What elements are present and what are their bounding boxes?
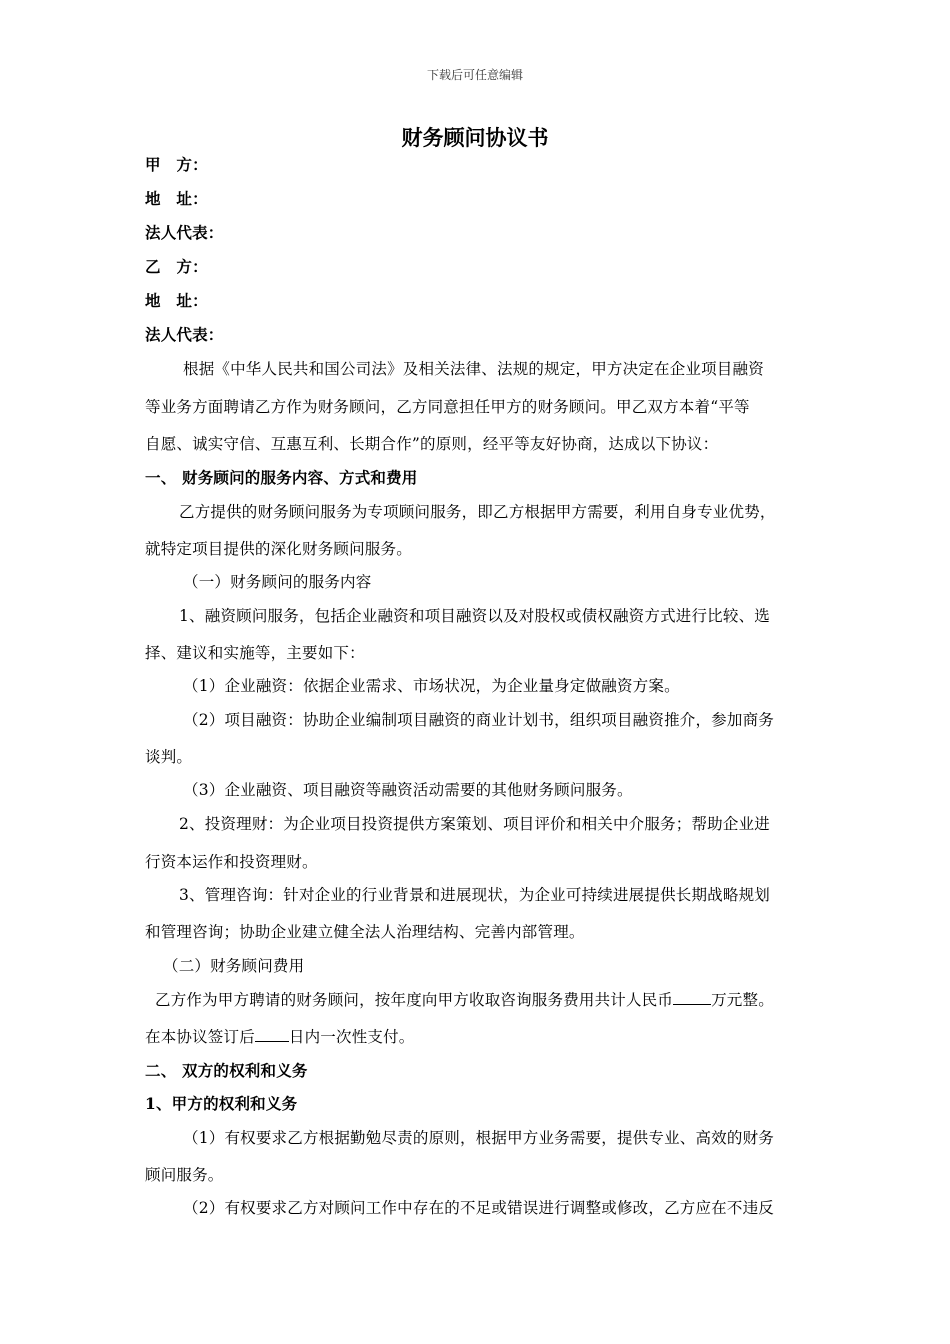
- item3-line: 和管理咨询；协助企业建立健全法人治理结构、完善内部管理。: [145, 923, 585, 941]
- services-subheading: （一）财务顾问的服务内容: [183, 573, 372, 591]
- section1-para-line: 就特定项目提供的深化财务顾问服务。: [145, 540, 412, 558]
- page-header: 下载后可任意编辑: [426, 68, 523, 82]
- intro-line: 等业务方面聘请乙方作为财务顾问，乙方同意担任甲方的财务顾问。甲乙双方本着“平等: [145, 398, 750, 416]
- item1-1-line: （1）企业融资：依据企业需求、市场状况，为企业量身定做融资方案。: [183, 677, 680, 695]
- item3-line: 3、管理咨询：针对企业的行业背景和进展现状，为企业可持续进展提供长期战略规划: [179, 886, 770, 904]
- fee-text: 乙方作为甲方聘请的财务顾问，按年度向甲方收取咨询服务费用共计人民币: [155, 991, 674, 1009]
- intro-line: 根据《中华人民共和国公司法》及相关法律、法规的规定，甲方决定在企业项目融资: [183, 360, 764, 378]
- rep-a-label: 法人代表：: [145, 223, 224, 242]
- item1-2-line: 谈判。: [145, 748, 193, 766]
- item1-line: 择、建议和实施等，主要如下：: [145, 644, 365, 662]
- fee-line: [155, 988, 823, 1010]
- item1-2-line: （2）项目融资：协助企业编制项目融资的商业计划书，组织项目融资推介，参加商务: [183, 711, 774, 729]
- section1-heading: 一、 财务顾问的服务内容、方式和费用: [145, 468, 418, 487]
- party-a-rights-heading: 1、甲方的权利和义务: [145, 1094, 298, 1113]
- fee-amount-blank: [673, 990, 711, 1005]
- payment-days-blank: [255, 1027, 289, 1042]
- rights-item2-line: （2）有权要求乙方对顾问工作中存在的不足或错误进行调整或修改，乙方应在不违反: [183, 1199, 774, 1217]
- document-title: 财务顾问协议书: [401, 125, 549, 150]
- rights-item1-line: （1）有权要求乙方根据勤勉尽责的原则，根据甲方业务需要，提供专业、高效的财务: [183, 1129, 774, 1147]
- rights-item1-line: 顾问服务。: [145, 1166, 224, 1184]
- fee-subheading: （二）财务顾问费用: [163, 957, 305, 975]
- fee-text-end: 万元整。: [711, 991, 774, 1009]
- address-a-label: 地 址：: [145, 189, 208, 208]
- party-a-label: 甲 方：: [145, 155, 208, 174]
- rep-b-label: 法人代表：: [145, 325, 224, 344]
- party-b-label: 乙 方：: [145, 257, 208, 276]
- payment-text-end: 日内一次性支付。: [288, 1028, 415, 1046]
- item2-line: 行资本运作和投资理财。: [145, 853, 318, 871]
- item2-line: 2、投资理财：为企业项目投资提供方案策划、项目评价和相关中介服务；帮助企业进: [179, 815, 770, 833]
- section1-para-line: 乙方提供的财务顾问服务为专项顾问服务，即乙方根据甲方需要，利用自身专业优势，: [179, 503, 776, 521]
- payment-line: [145, 1025, 813, 1047]
- item1-line: 1、融资顾问服务，包括企业融资和项目融资以及对股权或债权融资方式进行比较、选: [179, 607, 770, 625]
- section2-heading: 二、 双方的权利和义务: [145, 1061, 308, 1080]
- payment-text: 在本协议签订后: [145, 1028, 255, 1046]
- item1-3-line: （3）企业融资、项目融资等融资活动需要的其他财务顾问服务。: [183, 781, 633, 799]
- intro-line: 自愿、诚实守信、互惠互利、长期合作”的原则，经平等友好协商，达成以下协议：: [145, 435, 719, 453]
- address-b-label: 地 址：: [145, 291, 208, 310]
